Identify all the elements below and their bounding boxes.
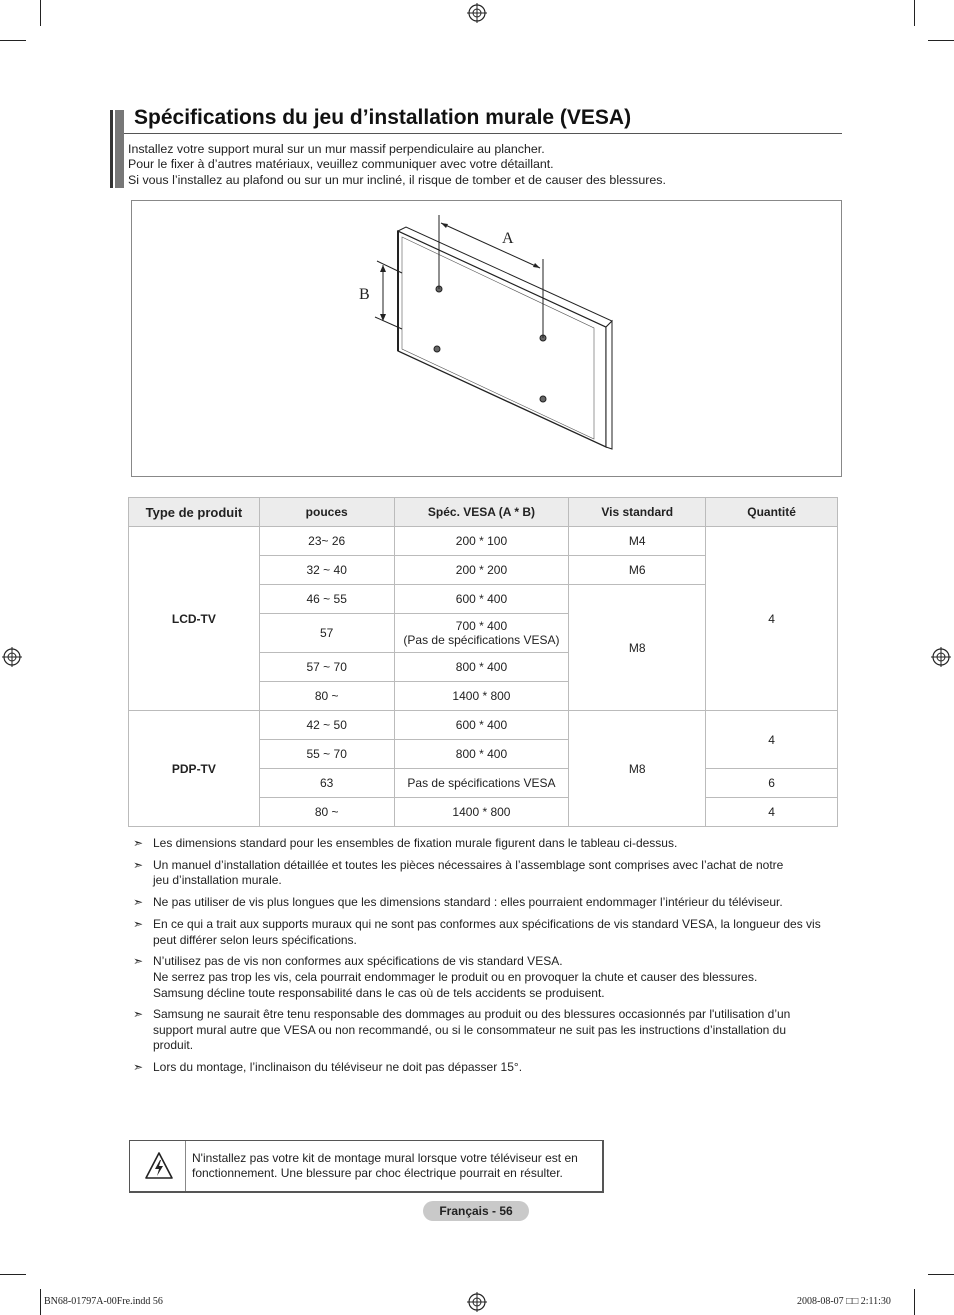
crop-mark [928,40,954,41]
inches-cell: 46 ~ 55 [259,585,394,614]
footer-file: BN68-01797A-00Fre.indd 56 [44,1296,163,1307]
inches-cell: 42 ~ 50 [259,711,394,740]
list-item [133,895,843,911]
table-header: Vis standard [569,498,706,527]
table-row [129,711,838,740]
notes-list [133,836,843,1082]
table-header: pouces [259,498,394,527]
note-line: peut différer selon leurs spécifications. [153,932,357,947]
note-arrow-icon: ➣ [133,836,144,850]
quantity-cell: 4 [706,711,838,769]
note-line: Lors du montage, l’inclinaison du téléviseur ne doit pas dépasser 15°. [153,1060,523,1075]
crop-mark [0,1274,26,1275]
note-line: Un manuel d’installation détaillée et toutes les pièces nécessaires à l’assemblage sont comprises avec l’achat de notre [153,857,784,872]
dimension-b-label: B [359,286,370,303]
crop-mark [914,1289,915,1315]
intro-line: Installez votre support mural sur un mur massif perpendiculaire au plancher. [128,142,545,156]
page-number-badge: Français - 56 [423,1201,529,1221]
intro-line: Pour le fixer à d’autres matériaux, veuillez communiquer avec votre détaillant. [128,157,554,172]
intro-line: Si vous l’installez au plafond ou sur un mur incliné, il risque de tomber et de causer des blessures. [128,172,666,187]
product-type-cell: LCD-TV [129,527,260,711]
quantity-cell: 4 [706,798,838,827]
list-item [133,858,843,889]
intro-text [128,142,666,188]
warning-box [129,1140,604,1193]
title-accent-bar [110,110,124,188]
vesa-cell: 200 * 200 [394,556,569,585]
note-arrow-icon: ➣ [133,954,144,969]
inches-cell: 23~ 26 [259,527,394,556]
note-line: Samsung décline toute responsabilité dans le cas où de tels accidents se produisent. [153,985,605,1000]
inches-cell: 57 [259,614,394,653]
note-line: En ce qui a trait aux supports muraux qui ne sont pas conformes aux spécifications de vis standard VESA, la longueur des vis [153,916,821,931]
note-arrow-icon: ➣ [133,916,144,931]
table-row [129,527,838,556]
vesa-cell: 1400 * 800 [394,682,569,711]
vesa-spec-table [128,497,838,827]
note-arrow-icon: ➣ [133,857,144,872]
warning-text [192,1151,578,1182]
electric-shock-warning-icon [144,1151,174,1181]
product-type-cell: PDP-TV [129,711,260,827]
vesa-cell: Pas de spécifications VESA [394,769,569,798]
note-line: N’utilisez pas de vis non conformes aux spécifications de vis standard VESA. [153,954,563,969]
note-line: Les dimensions standard pour les ensembles de fixation murale figurent dans le tableau ci-dessus. [153,836,678,850]
list-item [133,917,843,948]
warning-line: fonctionnement. Une blessure par choc électrique pourrait en résulter. [192,1166,563,1181]
page-title: Spécifications du jeu d’installation murale (VESA) [134,106,632,129]
list-item [133,836,843,852]
vesa-value: 700 * 400 [455,619,508,633]
note-line: jeu d’installation murale. [153,873,282,888]
note-arrow-icon: ➣ [133,1060,144,1075]
vesa-cell: 1400 * 800 [394,798,569,827]
screw-cell: M8 [569,585,706,711]
crop-mark [914,0,915,26]
note-line: support mural autre que VESA ou non recommandé, ou si le consommateur ne suit pas les instructions d’installation du [153,1022,787,1037]
title-divider [124,133,842,134]
inches-cell: 57 ~ 70 [259,653,394,682]
inches-cell: 63 [259,769,394,798]
crop-mark [928,1274,954,1275]
inches-cell: 80 ~ [259,682,394,711]
inches-cell: 80 ~ [259,798,394,827]
registration-mark-icon [931,647,951,667]
crop-mark [40,0,41,26]
tv-back-diagram [132,201,841,476]
note-line: Ne pas utiliser de vis plus longues que les dimensions standard : elles pourraient endommager l’intérieur du téléviseur. [153,895,783,910]
registration-mark-icon [467,1292,487,1312]
table-header: Type de produit [129,498,260,527]
screw-cell: M6 [569,556,706,585]
warning-line: N'installez pas votre kit de montage mural lorsque votre téléviseur est en [192,1151,578,1165]
vesa-cell [394,614,569,653]
note-line: Samsung ne saurait être tenu responsable des dommages au produit ou des blessures occasionnés par l'utilisation d’un [153,1007,791,1022]
inches-cell: 32 ~ 40 [259,556,394,585]
vesa-cell: 200 * 100 [394,527,569,556]
quantity-cell: 6 [706,769,838,798]
quantity-cell: 4 [706,527,838,711]
note-arrow-icon: ➣ [133,1007,144,1022]
screw-cell: M4 [569,527,706,556]
table-header: Quantité [706,498,838,527]
vesa-cell: 600 * 400 [394,711,569,740]
footer-datetime: 2008-08-07 □□ 2:11:30 [797,1296,891,1307]
vesa-cell: 600 * 400 [394,585,569,614]
note-arrow-icon: ➣ [133,895,144,910]
screw-cell: M8 [569,711,706,827]
table-header: Spéc. VESA (A * B) [394,498,569,527]
vesa-cell: 800 * 400 [394,653,569,682]
list-item [133,1007,843,1054]
registration-mark-icon [467,3,487,23]
note-line: Ne serrez pas trop les vis, cela pourrait endommager le produit ou en provoquer la chute et causer des blessures. [153,969,758,984]
list-item [133,954,843,1001]
inches-cell: 55 ~ 70 [259,740,394,769]
crop-mark [40,1289,41,1315]
note-line: produit. [153,1038,194,1053]
list-item [133,1060,843,1076]
crop-mark [0,40,26,41]
vesa-figure [131,200,842,477]
registration-mark-icon [2,647,22,667]
vesa-cell: 800 * 400 [394,740,569,769]
dimension-a-label: A [502,230,514,247]
vesa-note: (Pas de spécifications VESA) [403,633,560,647]
warning-divider [185,1141,186,1191]
